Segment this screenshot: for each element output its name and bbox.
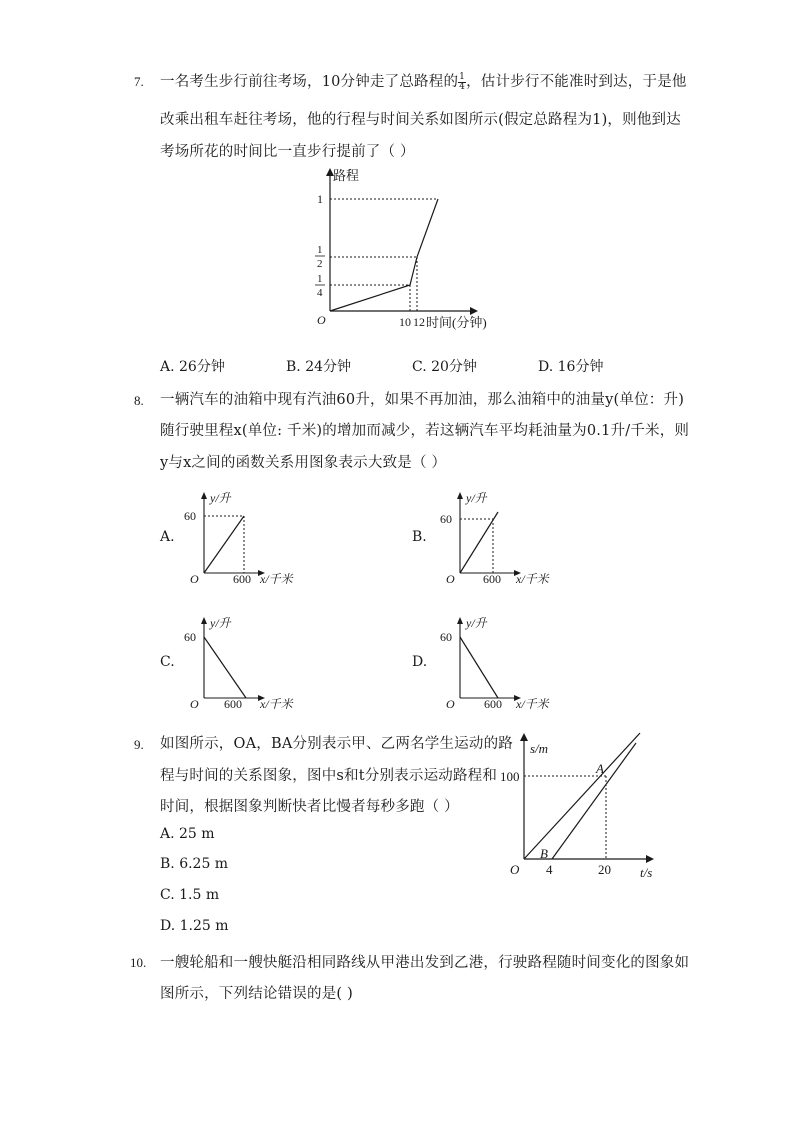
x-axis-label: 时间(分钟) xyxy=(426,315,487,330)
question-7-number: 7. xyxy=(134,74,144,89)
x-tick-600: 600 xyxy=(224,697,242,711)
question-8-option-a-letter[interactable]: A. xyxy=(160,529,175,545)
y-tick-60: 60 xyxy=(184,630,196,644)
x-tick-12: 12 xyxy=(413,315,425,329)
point-b-label: B xyxy=(540,846,548,861)
question-7-line-2: 改乘出租车赶往考场，他的行程与时间关系如图所示(假定总路程为1)，则他到达 xyxy=(160,112,681,128)
function-line xyxy=(204,637,246,698)
question-8-line-1: 一辆汽车的油箱中现有汽油60升，如果不再加油，那么油箱中的油量y(单位：升) xyxy=(160,392,685,408)
y-tick-quarter-num: 1 xyxy=(317,273,323,285)
line-ba xyxy=(552,743,636,859)
function-line xyxy=(460,637,498,698)
x-tick-600: 600 xyxy=(484,697,502,711)
journey-line xyxy=(330,199,438,311)
y-axis-label: y/升 xyxy=(466,491,487,505)
x-tick-20: 20 xyxy=(598,862,611,877)
origin-label: O xyxy=(190,697,199,711)
question-9-option-d[interactable]: D. 1.25 m xyxy=(160,918,229,934)
origin-label: O xyxy=(446,697,455,711)
question-7-line-3: 考场所花的时间比一直步行提前了（ ） xyxy=(160,144,415,160)
y-tick-60: 60 xyxy=(184,509,196,523)
y-axis-label: y/升 xyxy=(466,616,487,630)
question-7-graph xyxy=(280,160,520,340)
y-tick-1: 1 xyxy=(317,192,323,206)
y-tick-quarter-den: 4 xyxy=(317,287,323,299)
question-9-graph xyxy=(490,725,670,885)
question-7-option-a[interactable]: A. 26分钟 xyxy=(160,359,225,375)
origin-label: O xyxy=(317,313,326,327)
x-tick-10: 10 xyxy=(399,315,411,329)
x-tick-600: 600 xyxy=(233,572,251,586)
question-7-option-b[interactable]: B. 24分钟 xyxy=(286,359,352,375)
question-9-number: 9. xyxy=(134,737,144,752)
x-axis-label: x/千米 xyxy=(260,697,293,711)
point-a-label: A xyxy=(596,761,604,776)
question-9-line-3: 时间，根据图象判断快者比慢者每秒多跑（ ） xyxy=(160,799,459,815)
y-axis-arrow xyxy=(201,617,207,624)
y-tick-half-num: 1 xyxy=(317,244,323,256)
origin-label: O xyxy=(446,572,455,586)
question-10-number: 10. xyxy=(130,955,147,970)
question-7-option-c[interactable]: C. 20分钟 xyxy=(412,359,477,375)
x-axis-label: x/千米 xyxy=(260,572,293,586)
y-tick-60: 60 xyxy=(440,512,452,526)
x-axis-label: x/千米 xyxy=(516,572,549,586)
question-10-line-1: 一艘轮船和一艘快艇沿相同路线从甲港出发到乙港，行驶路程随时间变化的图象如 xyxy=(160,955,690,971)
y-axis-arrow xyxy=(457,617,463,624)
y-axis-label: s/m xyxy=(530,741,549,756)
question-8-option-d-letter[interactable]: D. xyxy=(412,654,428,670)
function-line xyxy=(460,512,498,573)
y-axis-arrow xyxy=(457,492,463,499)
fraction-numerator: 1 xyxy=(459,71,466,82)
question-9-line-2: 程与时间的关系图象，图中s和t分别表示运动路程和 xyxy=(160,768,498,784)
question-8-line-2: 随行驶里程x(单位: 千米)的增加而减少，若这辆汽车平均耗油量为0.1升/千米，则 xyxy=(160,423,690,439)
y-axis-label: 路程 xyxy=(333,168,360,183)
x-tick-600: 600 xyxy=(483,572,501,586)
x-axis-arrow xyxy=(470,307,478,315)
question-7-line-1b: ，估计步行不能准时到达，于是他 xyxy=(466,74,687,90)
question-7-line-1 xyxy=(160,70,687,92)
x-tick-4: 4 xyxy=(546,862,553,877)
x-axis-arrow xyxy=(646,855,654,863)
question-8-option-c-letter[interactable]: C. xyxy=(160,654,175,670)
y-axis-arrow xyxy=(201,492,207,499)
question-9-option-b[interactable]: B. 6.25 m xyxy=(160,856,229,872)
question-10-line-2: 图所示，下列结论错误的是( ) xyxy=(160,986,353,1002)
y-tick-100: 100 xyxy=(500,769,520,784)
y-tick-60: 60 xyxy=(440,630,452,644)
question-9-option-c[interactable]: C. 1.5 m xyxy=(160,887,220,903)
fraction-denominator: 4 xyxy=(459,81,466,92)
y-tick-half-den: 2 xyxy=(317,258,323,270)
y-axis-label: y/升 xyxy=(210,491,231,505)
x-axis-label: t/s xyxy=(640,865,653,880)
function-line xyxy=(204,516,244,573)
question-9-line-1: 如图所示，OA，BA分别表示甲、乙两名学生运动的路 xyxy=(160,736,513,752)
question-8-graph-c[interactable] xyxy=(180,610,330,715)
x-axis-label: x/千米 xyxy=(516,697,549,711)
origin-label: O xyxy=(510,862,520,877)
question-8-number: 8. xyxy=(134,393,144,408)
question-9-option-a[interactable]: A. 25 m xyxy=(160,826,215,842)
question-8-graph-d[interactable] xyxy=(436,610,586,715)
y-axis-arrow xyxy=(520,733,528,741)
question-7-option-d[interactable]: D. 16分钟 xyxy=(538,359,604,375)
origin-label: O xyxy=(190,572,199,586)
question-8-graph-b[interactable] xyxy=(436,485,586,590)
y-axis-label: y/升 xyxy=(210,616,231,630)
question-8-option-b-letter[interactable]: B. xyxy=(412,529,427,545)
question-8-graph-a[interactable] xyxy=(180,485,330,590)
fraction-one-quarter xyxy=(458,73,466,92)
question-7-line-1a: 一名考生步行前往考场，10分钟走了总路程的 xyxy=(160,74,459,90)
question-8-line-3: y与x之间的函数关系用图象表示大致是（ ） xyxy=(160,455,447,471)
